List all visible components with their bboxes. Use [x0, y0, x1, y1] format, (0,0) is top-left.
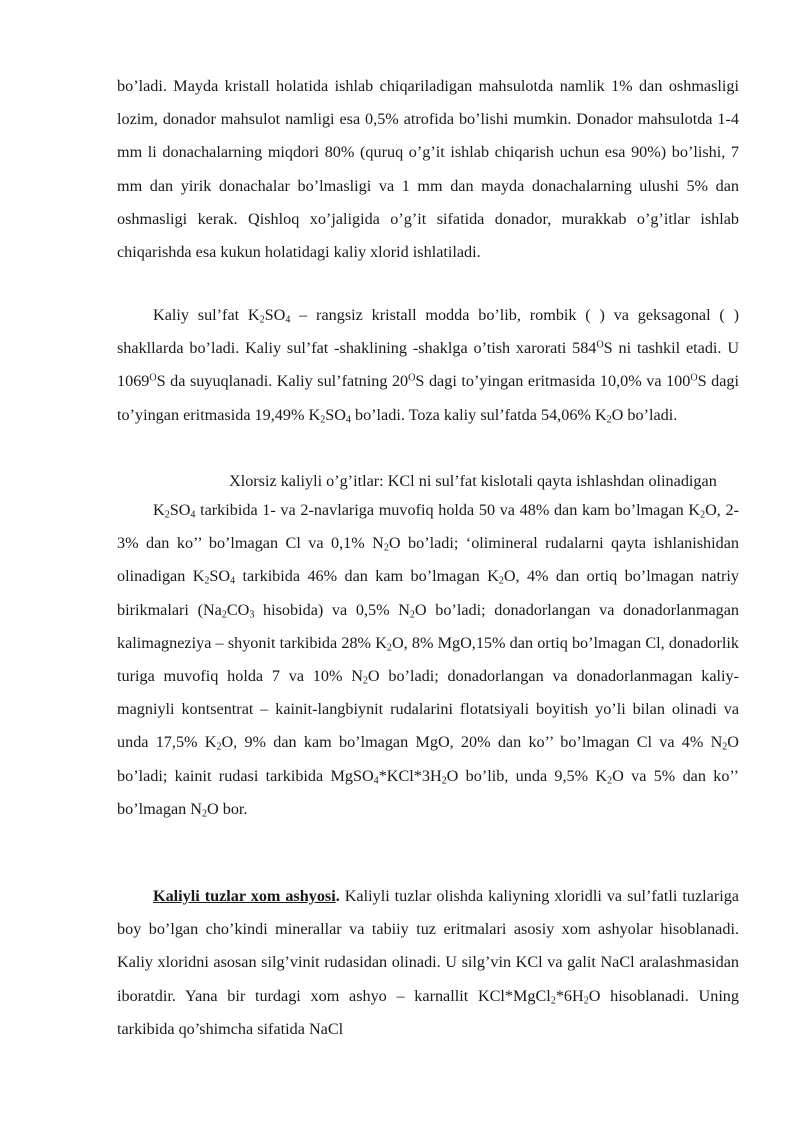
- p3-text: O va 5% dan ko’’ bo’lmagan N: [117, 766, 739, 818]
- paragraph-1-text: bo’ladi. Mayda kristall holatida ishlab chiqariladigan mahsulotda namlik 1% dan oshmasligi lozim, donador mahsulot namligi esa 0,5% atrofida bo’lishi mumkin. Donador mahsulotda 1-4 mm li donachalarning miqdori 80% (quruq o’g’it ishlab chiqarish uchun esa 90%) bo’lishi, 7 mm dan yirik donachalar bo’lmasligi va 1 mm dan mayda donachalarning ulushi 5% dan oshmasligi kerak. Qishloq xo’jaligida o’g’it sifatida donador, murakkab o’g’itlar ishlab chiqarishda esa kukun holatidagi kaliy xlorid ishlatiladi.: [117, 77, 739, 262]
- p3-text: O bo’lib, unda 9,5% K: [446, 766, 608, 785]
- p3-text: tarkibida 1- va 2-navlariga muvofiq holda 50 va 48% dan kam bo’lmagan K: [195, 501, 701, 519]
- p2-text: SO: [325, 405, 346, 424]
- p4-text: Kaliyli tuzlar olishda kaliyning xloridli va sul’fatli tuzlariga boy bo’lgan cho’kindi minerallar va tabiiy tuz eritmalari asosiy xom ashyolar hisoblanadi. Kaliy xloridni asosan silg’vinit rudasidan olinadi. U silg’vin KCl va galit NaCl aralashmasidan iboratdir. Yana bir turdagi xom ashyo – karnallit KCl*MgCl: [117, 887, 739, 1005]
- paragraph-2: [117, 299, 739, 432]
- p3-sub: 2: [722, 741, 728, 753]
- p2-sub: 2: [259, 314, 265, 326]
- p3-sub: 4: [190, 509, 196, 521]
- p3-sub: 3: [249, 609, 255, 621]
- p2-text: bo’ladi. Toza kaliy sul’fatda 54,06% K: [350, 405, 607, 424]
- p3-text: O bor.: [206, 799, 248, 818]
- p3-sub: 2: [409, 609, 415, 621]
- p2-sup: O: [408, 372, 416, 384]
- p4-sub: 2: [550, 995, 556, 1007]
- p2-text: SO: [264, 306, 286, 324]
- p3-sub: 2: [441, 775, 447, 787]
- p2-text: Kaliy sul’fat K: [153, 306, 260, 324]
- p2-text: S dagi to’yingan eritmasida 19,49% K: [117, 372, 740, 424]
- p3-text: O bo’ladi; kainit rudasi tarkibida MgSO: [117, 733, 739, 785]
- p3-sub: 2: [201, 808, 207, 820]
- p4-text: O hisoblanadi. Uning tarkibida qo’shimcha sifatida NaCl: [117, 986, 739, 1038]
- p4-text: *6H: [555, 986, 584, 1005]
- p3-sub: 2: [362, 675, 368, 687]
- p3-text: O, 8% MgO,15% dan ortiq bo’lmagan Cl, donadorlik turiga muvofiq holda 7 va 10% N: [117, 633, 740, 686]
- p3-text: SO: [169, 501, 191, 519]
- p3-sub: 2: [700, 509, 706, 521]
- p3-text: tarkibida 46% dan kam bo’lmagan K: [235, 567, 499, 586]
- p3-text: O, 9% dan kam bo’lmagan MgO, 20% dan ko’’ bo’lmagan Cl va 4% N: [221, 733, 723, 752]
- p2-sup: O: [690, 372, 698, 384]
- p3-sub: 4: [230, 575, 236, 587]
- p2-text: S dagi to’yingan eritmasida 10,0% va 100: [415, 372, 691, 391]
- p3-text: O, 2-3% dan ko’’ bo’lmagan Cl va 0,1% N: [117, 501, 739, 553]
- p2-sub: 4: [285, 314, 291, 326]
- paragraph-1: [117, 70, 739, 269]
- p2-text: – rangsiz kristall modda bo’lib, rombik ( ) va geksagonal ( ) shakllarda bo’ladi. Kaliy sul’fat -shaklining -shaklga o’tish xarorati 584: [117, 306, 739, 358]
- p4-sub: 2: [583, 995, 589, 1007]
- p3-text: *KCl*3H: [378, 766, 442, 785]
- p2-sub: 2: [606, 414, 612, 426]
- p3-text: O bo’ladi; donadorlangan va donadorlanmagan kalimagneziya – shyonit tarkibida 28% K: [117, 600, 739, 652]
- section-heading: Kaliyli tuzlar xom ashyosi: [153, 887, 336, 905]
- p3-text: K: [153, 501, 165, 519]
- paragraph-3: [117, 494, 739, 826]
- p3-text: CO: [226, 600, 250, 619]
- paragraph-4: [117, 880, 739, 1046]
- p2-text: S ni tashkil etadi. U 1069: [117, 339, 740, 391]
- p2-text: O bo’ladi.: [611, 405, 678, 424]
- p3-sub: 2: [221, 609, 227, 621]
- heading-dot: .: [335, 887, 340, 905]
- p2-sup: O: [149, 372, 157, 384]
- p3-sub: 4: [373, 775, 379, 787]
- p3-text: hisobida) va 0,5% N: [254, 600, 410, 619]
- p2-sup: O: [596, 339, 604, 351]
- p3-sub: 2: [498, 575, 504, 587]
- p3-text: O bo’ladi; donadorlangan va donadorlanmagan kaliy-magniyli kontsentrat – kainit-langbiynit rudalarini flotatsiyali boyitish yo’li bilan olinadi va unda 17,5% K: [117, 667, 739, 752]
- p3-sub: 2: [204, 575, 210, 587]
- p3-text: O, 4% dan ortiq bo’lmagan natriy birikmalari (Na: [117, 567, 739, 619]
- p3-sub: 2: [386, 642, 392, 654]
- paragraph-3-first-line: Xlorsiz kaliyli o’g’itlar: KCl ni sul’fat kislotali qayta ishlashdan olinadigan: [229, 472, 717, 490]
- p3-sub: 2: [383, 542, 389, 554]
- p3-sub: 2: [216, 741, 222, 753]
- p3-text: O bo’ladi; ‘olimineral rudalarni qayta ishlanishidan olinadigan K: [117, 534, 739, 586]
- p2-sub: 4: [345, 414, 351, 426]
- p3-sub: 2: [607, 775, 613, 787]
- p3-sub: 2: [164, 509, 170, 521]
- p2-sub: 2: [320, 414, 326, 426]
- p3-text: SO: [209, 567, 231, 586]
- p2-text: S da suyuqlanadi. Kaliy sul’fatning 20: [156, 372, 409, 391]
